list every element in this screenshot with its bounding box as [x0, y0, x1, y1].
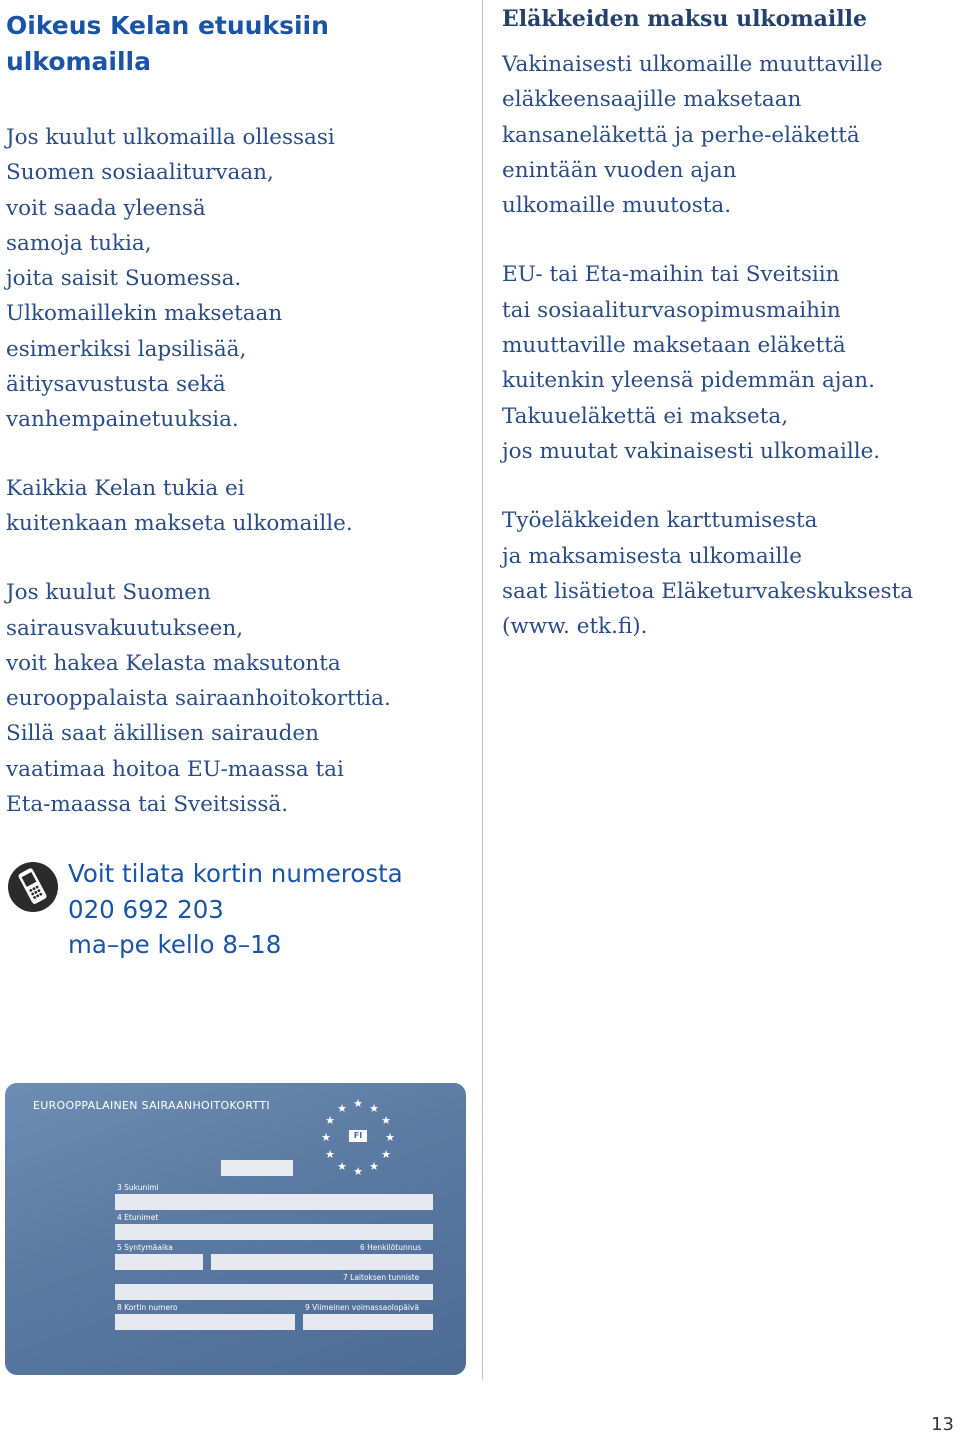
text-line: Jos kuulut Suomen: [6, 580, 211, 606]
text-line: kuitenkin yleensä pidemmän ajan.: [502, 368, 875, 394]
card-id-box: [221, 1160, 293, 1176]
right-column: [502, 0, 952, 644]
text-line: kansaneläkettä ja perhe-eläkettä: [502, 122, 860, 148]
card-title: EUROOPPALAINEN SAIRAANHOITOKORTTI: [33, 1099, 270, 1112]
text-line: joita saisit Suomessa.: [6, 266, 242, 292]
text-line: tai sosiaaliturvasopimusmaihin: [502, 297, 841, 323]
text-line: samoja tukia,: [6, 230, 152, 256]
card-field-personal-id: [211, 1254, 433, 1270]
svg-text:★: ★: [385, 1131, 395, 1144]
card-field-surname: [115, 1194, 433, 1210]
heading-line: Oikeus Kelan etuuksiin: [6, 11, 329, 40]
text-line: Jos kuulut ulkomailla ollessasi: [6, 125, 335, 150]
text-line: sairausvakuutukseen,: [6, 615, 244, 641]
svg-text:★: ★: [353, 1165, 363, 1178]
european-health-insurance-card: [5, 1083, 466, 1375]
card-field-label: 6 Henkilötunnus: [360, 1243, 422, 1252]
text-line: eurooppalaista sairaanhoitokorttia.: [6, 686, 391, 712]
text-line: muuttaville maksetaan eläkettä: [502, 333, 846, 359]
text-line: voit hakea Kelasta maksutonta: [6, 650, 341, 676]
svg-text:★: ★: [353, 1097, 363, 1110]
phone-number: 020 692 203: [68, 894, 224, 924]
text-line: saat lisätietoa Eläketurvakeskuksesta: [502, 578, 914, 604]
contact-text: [68, 856, 403, 963]
pension-abroad-paragraph: [502, 47, 952, 223]
card-field-birthdate: [115, 1254, 203, 1270]
text-line: Sillä saat äkillisen sairauden: [6, 721, 319, 747]
text-line: EU- tai Eta-maihin tai Sveitsiin: [502, 262, 840, 288]
card-field-institution: [115, 1284, 433, 1300]
svg-text:★: ★: [381, 1148, 391, 1161]
phone-icon: [6, 860, 60, 914]
text-line: enintään vuoden ajan: [502, 157, 737, 183]
text-line: ulkomaille muutosta.: [502, 193, 732, 219]
card-field-expiry: [303, 1314, 433, 1330]
card-field-label: 4 Etunimet: [117, 1213, 159, 1222]
left-heading: [6, 8, 366, 80]
right-heading: Eläkkeiden maksu ulkomaille: [502, 6, 867, 32]
earnings-pension-paragraph: [502, 503, 952, 644]
svg-text:★: ★: [325, 1114, 335, 1127]
text-line: jos muutat vakinaisesti ulkomaille.: [502, 438, 881, 464]
text-line: Suomen sosiaaliturvaan,: [6, 160, 274, 186]
left-column: [6, 0, 466, 822]
card-country-code: FI: [353, 1131, 363, 1140]
svg-text:★: ★: [337, 1160, 347, 1173]
contact-line: Voit tilata kortin numerosta: [68, 859, 403, 888]
text-line: äitiysavustusta sekä: [6, 372, 226, 398]
opening-hours: ma–pe kello 8–18: [68, 930, 282, 959]
order-card-contact: [6, 856, 466, 966]
text-line: Työeläkkeiden karttumisesta: [502, 508, 818, 534]
svg-text:★: ★: [321, 1131, 331, 1144]
text-line: Vakinaisesti ulkomaille muuttaville: [502, 52, 883, 77]
text-line: Ulkomaillekin maksetaan: [6, 301, 283, 327]
card-field-label: 9 Viimeinen voimassaolopäivä: [305, 1303, 419, 1312]
text-line: esimerkiksi lapsilisää,: [6, 336, 247, 362]
card-field-card-number: [115, 1314, 295, 1330]
page-number: 13: [931, 1414, 954, 1435]
text-line: kuitenkaan makseta ulkomaille.: [6, 510, 353, 536]
benefits-abroad-paragraph: [6, 120, 466, 438]
text-line: Eta-maassa tai Sveitsissä.: [6, 792, 289, 818]
text-line: Takuueläkettä ei makseta,: [502, 403, 789, 429]
svg-text:★: ★: [381, 1114, 391, 1127]
text-line: eläkkeensaajille maksetaan: [502, 87, 802, 113]
text-line: vaatimaa hoitoa EU-maassa tai: [6, 756, 344, 782]
svg-text:★: ★: [369, 1102, 379, 1115]
heading-line: ulkomailla: [6, 47, 151, 76]
text-line: (www. etk.fi).: [502, 614, 648, 640]
text-line: vanhempainetuuksia.: [6, 407, 239, 433]
health-card-paragraph: [6, 575, 466, 822]
card-field-label: 8 Kortin numero: [117, 1303, 178, 1312]
card-field-label: 3 Sukunimi: [117, 1183, 159, 1192]
column-divider: [482, 0, 483, 1380]
svg-text:★: ★: [325, 1148, 335, 1161]
svg-text:★: ★: [337, 1102, 347, 1115]
text-line: ja maksamisesta ulkomaille: [502, 543, 803, 569]
svg-text:★: ★: [369, 1160, 379, 1173]
text-line: Kaikkia Kelan tukia ei: [6, 475, 245, 501]
card-field-label: 7 Laitoksen tunniste: [343, 1273, 420, 1282]
not-all-benefits-paragraph: [6, 471, 466, 542]
text-line: voit saada yleensä: [6, 195, 206, 221]
eu-pension-paragraph: [502, 257, 952, 469]
card-field-firstnames: [115, 1224, 433, 1240]
card-field-label: 5 Syntymäaika: [117, 1243, 173, 1252]
